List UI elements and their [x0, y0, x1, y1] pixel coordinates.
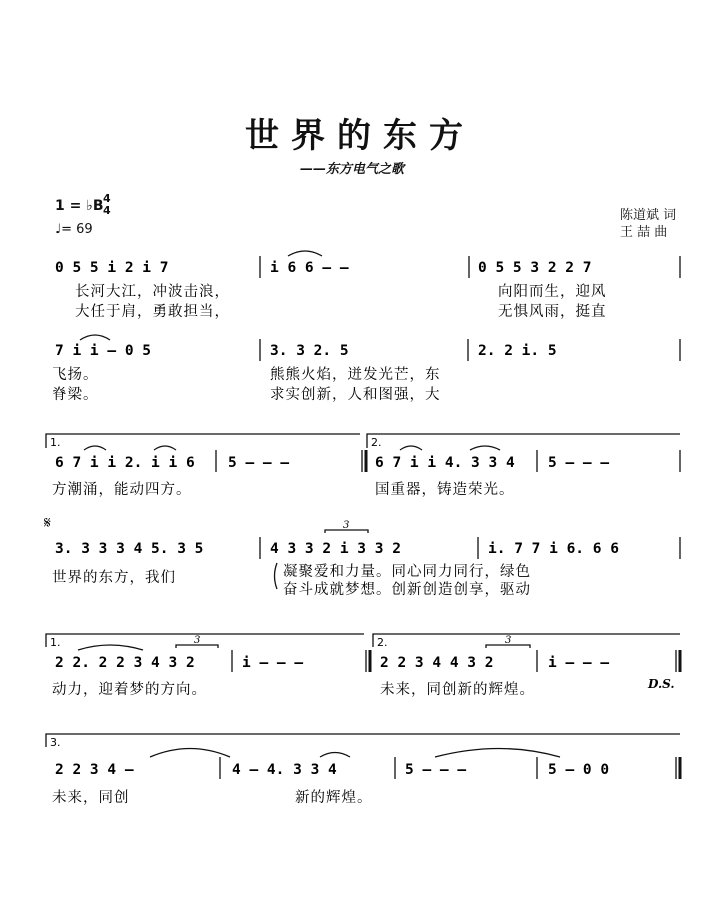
- note-segment: 0 5 5 3 2 2 7: [478, 260, 592, 276]
- lyric-segment: 长河大江，冲波击浪，: [75, 284, 230, 300]
- lyric-segment: 无惧风雨，挺直: [498, 304, 607, 320]
- note-segment: 3. 3 3 3 4 5. 3 5: [55, 541, 204, 557]
- volta-label: 2.: [377, 636, 388, 649]
- note-segment: 5 – – –: [405, 762, 467, 778]
- note-segment: i – – –: [242, 655, 304, 671]
- key-signature: 1 = ♭B: [55, 198, 104, 214]
- note-segment: 2 2. 2 2 3 4 3 2: [55, 655, 195, 671]
- note-segment: 6 7 i i 2. i i 6: [55, 455, 195, 471]
- lyric-segment: 向阳而生，迎风: [498, 284, 607, 300]
- note-segment: 3. 3 2. 5: [270, 343, 349, 359]
- note-segment: 5 – 0 0: [548, 762, 610, 778]
- note-segment: 5 – – –: [228, 455, 290, 471]
- note-segment: i – – –: [548, 655, 610, 671]
- note-segment: 4 3 3 2 i 3 3 2: [270, 541, 401, 557]
- tempo-marking: ♩= 69: [55, 222, 93, 237]
- composer-credit: 王 喆 曲: [620, 225, 668, 240]
- note-segment: i. 7 7 i 6. 6 6: [488, 541, 619, 557]
- note-segment: i 6 6 – –: [270, 260, 349, 276]
- lyric-segment: 熊熊火焰，迸发光芒，东: [270, 367, 441, 383]
- lyric-segment: 世界的东方，我们: [52, 570, 176, 586]
- lyric-segment: 奋斗成就梦想。创新创造创享，驱动: [283, 582, 531, 598]
- song-subtitle: ——东方电气之歌: [300, 162, 405, 177]
- lyric-segment: 未来，同创新的辉煌。: [380, 682, 535, 698]
- time-signature-bottom: 4: [103, 204, 111, 217]
- triplet-mark: 3: [194, 635, 201, 646]
- time-signature-top: 4: [103, 192, 111, 205]
- dal-segno-mark: D.S.: [648, 677, 675, 691]
- note-segment: 0 5 5 i 2 i 7: [55, 260, 169, 276]
- note-segment: 2 2 3 4 –: [55, 762, 134, 778]
- lyricist-credit: 陈道斌 词: [620, 208, 677, 223]
- lyric-segment: 大任于肩，勇敢担当，: [75, 304, 230, 320]
- lyric-segment: 求实创新，人和图强，大: [270, 387, 441, 403]
- lyric-segment: 脊梁。: [52, 387, 99, 403]
- volta-label: 3.: [50, 736, 61, 749]
- lyric-segment: 动力，迎着梦的方向。: [52, 682, 207, 698]
- triplet-mark: 3: [343, 520, 350, 531]
- note-segment: 2. 2 i. 5: [478, 343, 557, 359]
- note-segment: 4 – 4. 3 3 4: [232, 762, 337, 778]
- note-segment: 2 2 3 4 4 3 2: [380, 655, 494, 671]
- lyric-segment: 未来，同创: [52, 790, 130, 806]
- lyric-segment: 飞扬。: [52, 367, 99, 383]
- lyric-segment: 凝聚爱和力量。同心同力同行，绿色: [283, 564, 531, 580]
- song-title: 世界的东方: [245, 116, 475, 156]
- lyric-segment: 国重器，铸造荣光。: [375, 482, 515, 498]
- note-segment: 7 i i – 0 5: [55, 343, 152, 359]
- volta-label: 2.: [371, 436, 382, 449]
- volta-label: 1.: [50, 636, 61, 649]
- note-segment: 6 7 i i 4. 3 3 4: [375, 455, 515, 471]
- segno-sign: 𝄋: [44, 513, 51, 532]
- volta-label: 1.: [50, 436, 61, 449]
- lyric-segment: 方潮涌，能动四方。: [52, 482, 192, 498]
- lyric-segment: 新的辉煌。: [295, 790, 373, 806]
- note-segment: 5 – – –: [548, 455, 610, 471]
- triplet-mark: 3: [505, 635, 512, 646]
